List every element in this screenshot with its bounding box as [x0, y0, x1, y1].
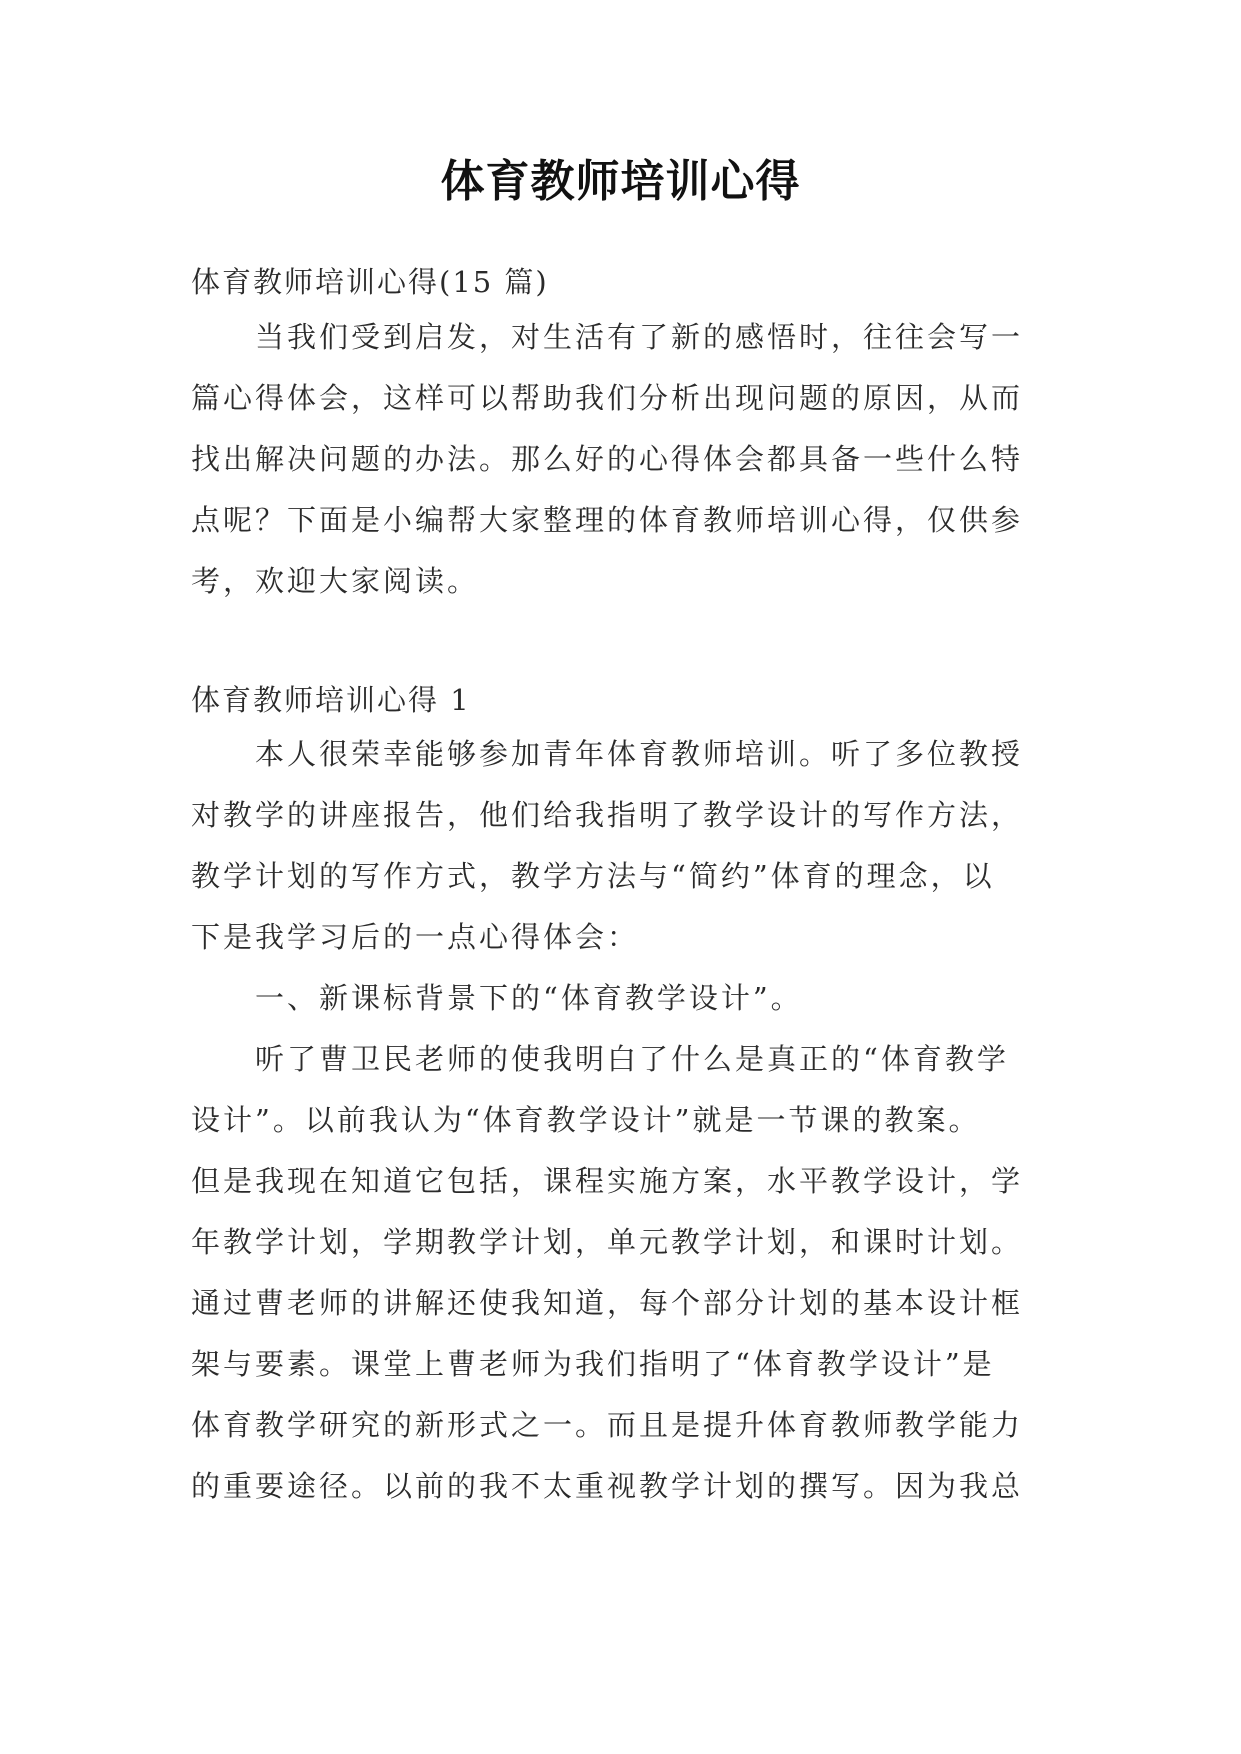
- paragraph-line: 点呢？下面是小编帮大家整理的体育教师培训心得，仅供参: [191, 503, 1024, 537]
- paragraph-line: 教学计划的写作方式，教学方法与“简约”体育的理念，以: [191, 859, 995, 893]
- paragraph-line: 架与要素。课堂上曹老师为我们指明了“体育教学设计”是: [191, 1347, 995, 1381]
- paragraph-line: 年教学计划，学期教学计划，单元教学计划，和课时计划。: [191, 1225, 1024, 1259]
- section-body: [191, 724, 1051, 1517]
- paragraph-line: 听了曹卫民老师的使我明白了什么是真正的“体育教学: [191, 1042, 1009, 1076]
- paragraph-line: 篇心得体会，这样可以帮助我们分析出现问题的原因，从而: [191, 381, 1024, 415]
- paragraph-line: 设计”。以前我认为“体育教学设计”就是一节课的教案。: [191, 1103, 981, 1137]
- document-subtitle: 体育教师培训心得(15 篇): [191, 265, 549, 299]
- document-title: 体育教师培训心得: [440, 156, 801, 207]
- paragraph-line: 找出解决问题的办法。那么好的心得体会都具备一些什么特: [191, 442, 1024, 476]
- paragraph-line: 下是我学习后的一点心得体会：: [191, 920, 640, 954]
- paragraph-line: 本人很荣幸能够参加青年体育教师培训。听了多位教授: [191, 737, 1024, 771]
- section-heading: 体育教师培训心得 1: [191, 683, 471, 717]
- paragraph-line: 但是我现在知道它包括，课程实施方案，水平教学设计，学: [191, 1164, 1024, 1198]
- paragraph-line: 的重要途径。以前的我不太重视教学计划的撰写。因为我总: [191, 1469, 1024, 1503]
- paragraph-line: 一、新课标背景下的“体育教学设计”。: [191, 981, 803, 1015]
- paragraph-line: 考，欢迎大家阅读。: [191, 564, 480, 598]
- paragraph-line: 通过曹老师的讲解还使我知道，每个部分计划的基本设计框: [191, 1286, 1024, 1320]
- paragraph-line: 体育教学研究的新形式之一。而且是提升体育教师教学能力: [191, 1408, 1024, 1442]
- paragraph-line: 当我们受到启发，对生活有了新的感悟时，往往会写一: [191, 320, 1024, 354]
- intro-paragraph: [191, 307, 1051, 612]
- paragraph-line: 对教学的讲座报告，他们给我指明了教学设计的写作方法，: [191, 798, 1024, 832]
